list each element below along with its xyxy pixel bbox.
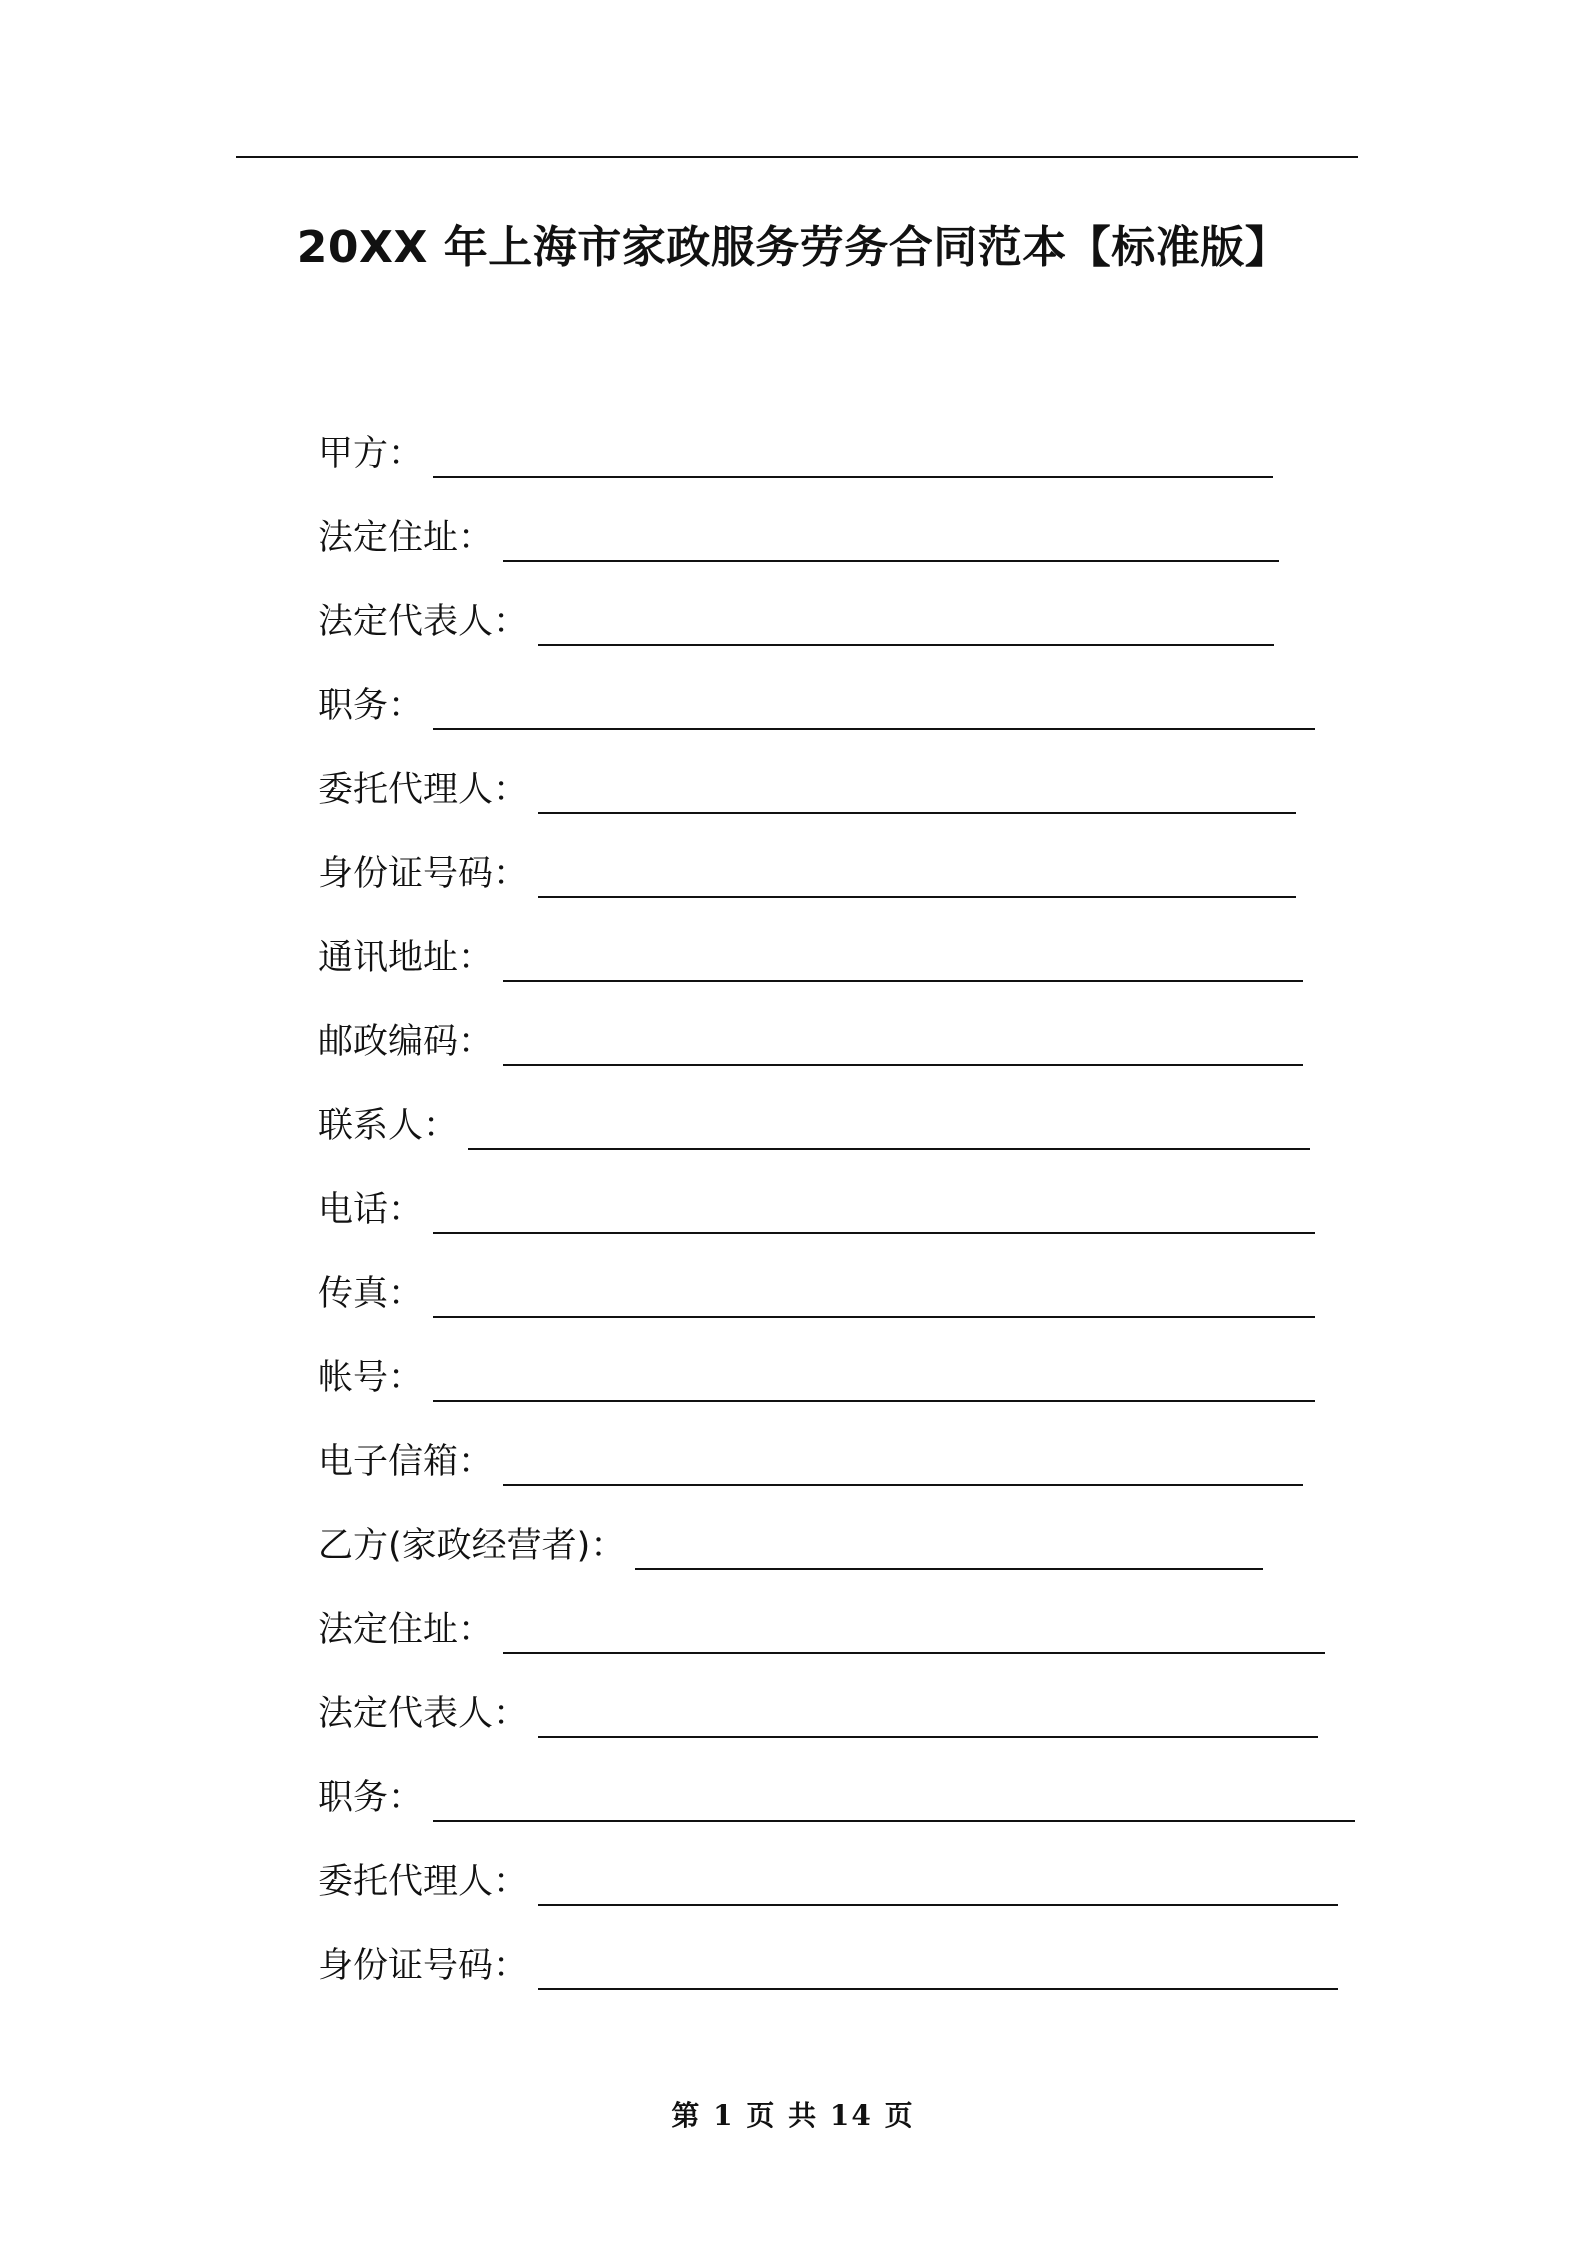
field-label: 职务: [318, 1778, 389, 1818]
field-row-email: [318, 1420, 1398, 1504]
blank-fill-line[interactable]: [433, 1198, 1315, 1234]
blank-fill-line[interactable]: [433, 1786, 1355, 1822]
field-row-authorized-agent-b: [318, 1840, 1398, 1924]
blank-fill-line[interactable]: [538, 1954, 1338, 1990]
field-colon: ：: [458, 518, 494, 558]
field-label: 身份证号码: [318, 1946, 494, 1986]
field-colon: ：: [493, 1862, 529, 1902]
field-label: 法定住址: [318, 1610, 459, 1650]
field-row-postal-code: [318, 1000, 1398, 1084]
field-colon: ：: [388, 1274, 424, 1314]
field-row-fax: [318, 1252, 1398, 1336]
field-colon: ：: [493, 1946, 529, 1986]
blank-fill-line[interactable]: [503, 1618, 1325, 1654]
field-colon: ：: [590, 1526, 626, 1566]
field-row-legal-representative: [318, 580, 1398, 664]
field-colon: ：: [493, 854, 529, 894]
blank-fill-line[interactable]: [503, 526, 1279, 562]
field-colon: ：: [458, 1022, 494, 1062]
field-label: 电话: [318, 1190, 389, 1230]
field-label: 法定代表人: [318, 602, 494, 642]
blank-fill-line[interactable]: [468, 1114, 1310, 1150]
header-rule: [236, 156, 1358, 158]
field-label: 身份证号码: [318, 854, 494, 894]
field-row-party-a: [318, 412, 1398, 496]
field-label: 邮政编码: [318, 1022, 459, 1062]
blank-fill-line[interactable]: [635, 1534, 1263, 1570]
field-colon: ：: [388, 686, 424, 726]
field-row-id-number-b: [318, 1924, 1398, 2008]
field-label: 甲方: [318, 434, 389, 474]
field-colon: ：: [458, 938, 494, 978]
field-row-party-b: [318, 1504, 1398, 1588]
field-colon: ：: [458, 1442, 494, 1482]
field-colon: ：: [493, 1694, 529, 1734]
blank-fill-line[interactable]: [538, 778, 1296, 814]
field-row-legal-address-b: [318, 1588, 1398, 1672]
field-row-position: [318, 664, 1398, 748]
blank-fill-line[interactable]: [433, 1366, 1315, 1402]
field-row-position-b: [318, 1756, 1398, 1840]
party-info-form: [318, 412, 1398, 2008]
field-row-id-number: [318, 832, 1398, 916]
blank-fill-line[interactable]: [538, 1870, 1338, 1906]
field-colon: ：: [388, 434, 424, 474]
blank-fill-line[interactable]: [538, 610, 1274, 646]
field-label: 传真: [318, 1274, 389, 1314]
field-colon: ：: [458, 1610, 494, 1650]
field-label: 委托代理人: [318, 1862, 494, 1902]
field-label: 帐号: [318, 1358, 389, 1398]
field-row-phone: [318, 1168, 1398, 1252]
field-row-legal-representative-b: [318, 1672, 1398, 1756]
field-colon: ：: [423, 1106, 459, 1146]
field-row-legal-address: [318, 496, 1398, 580]
field-label: 职务: [318, 686, 389, 726]
field-colon: ：: [493, 770, 529, 810]
blank-fill-line[interactable]: [503, 1030, 1303, 1066]
field-row-account: [318, 1336, 1398, 1420]
blank-fill-line[interactable]: [538, 1702, 1318, 1738]
blank-fill-line[interactable]: [433, 442, 1273, 478]
field-label: 联系人: [318, 1106, 424, 1146]
field-colon: ：: [493, 602, 529, 642]
field-label: 乙方(家政经营者): [318, 1526, 591, 1566]
field-row-authorized-agent: [318, 748, 1398, 832]
field-colon: ：: [388, 1358, 424, 1398]
blank-fill-line[interactable]: [503, 1450, 1303, 1486]
field-label: 通讯地址: [318, 938, 459, 978]
field-label: 委托代理人: [318, 770, 494, 810]
field-label: 电子信箱: [318, 1442, 459, 1482]
field-colon: ：: [388, 1778, 424, 1818]
field-colon: ：: [388, 1190, 424, 1230]
blank-fill-line[interactable]: [503, 946, 1303, 982]
field-label: 法定代表人: [318, 1694, 494, 1734]
blank-fill-line[interactable]: [433, 694, 1315, 730]
field-label: 法定住址: [318, 518, 459, 558]
field-row-contact-person: [318, 1084, 1398, 1168]
page-number: 第 1 页 共 14 页: [671, 2099, 915, 2132]
blank-fill-line[interactable]: [538, 862, 1296, 898]
blank-fill-line[interactable]: [433, 1282, 1315, 1318]
document-title: 20XX 年上海市家政服务劳务合同范本【标准版】: [296, 222, 1290, 273]
field-row-mailing-address: [318, 916, 1398, 1000]
